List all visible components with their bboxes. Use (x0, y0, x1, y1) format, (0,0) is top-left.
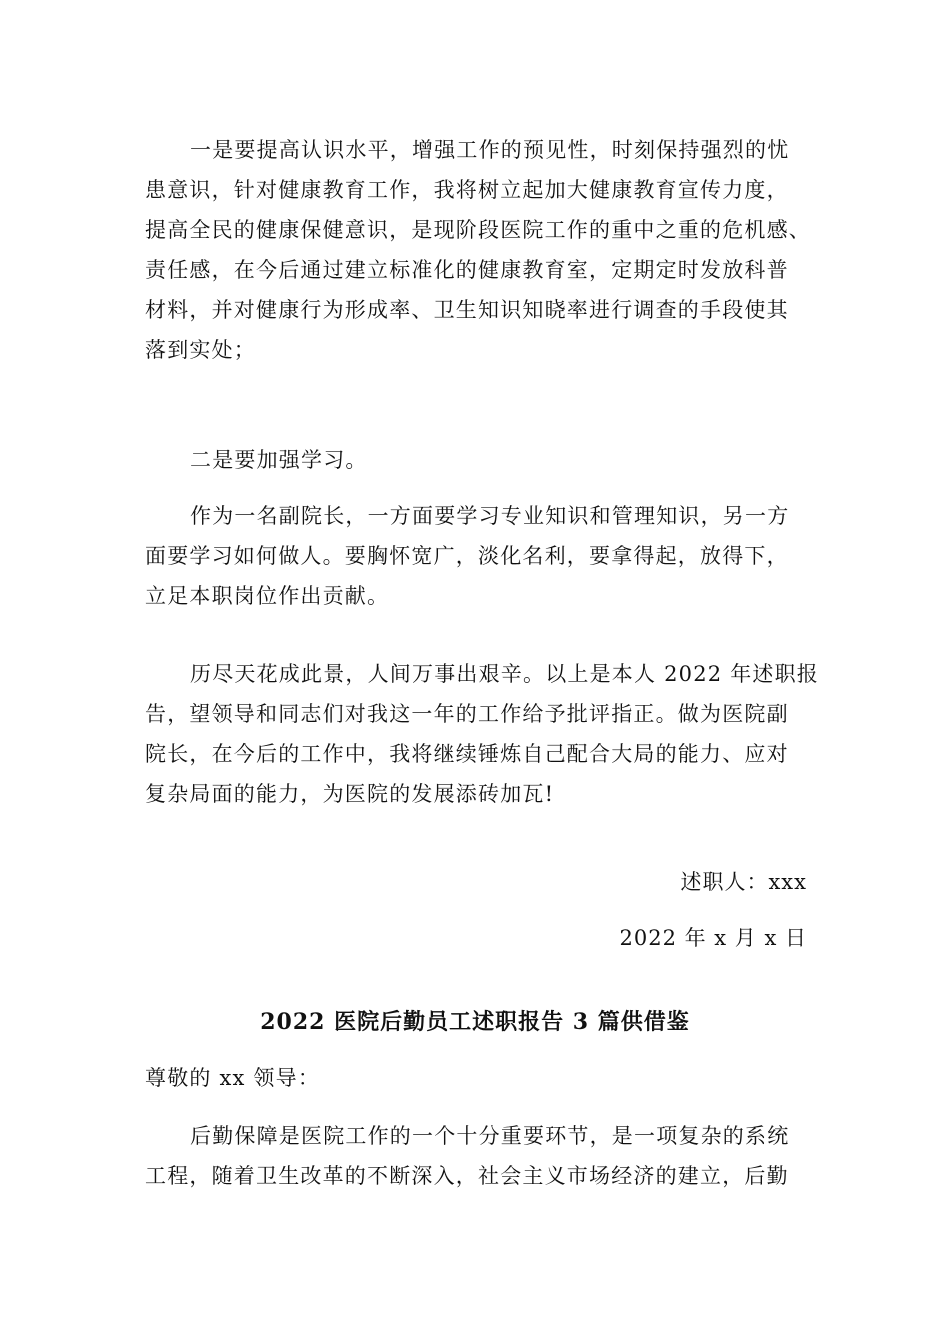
signature-name: 述职人：xxx (680, 870, 807, 894)
paragraph-2 (145, 440, 810, 480)
section-heading: 2022 医院后勤员工述职报告 3 篇供借鉴 (260, 1009, 690, 1035)
paragraph-line: 告，望领导和同志们对我这一年的工作给予批评指正。做为医院副 (145, 702, 789, 726)
signature-date: 2022 年 x 月 x 日 (619, 926, 807, 950)
paragraph-line: 患意识，针对健康教育工作，我将树立起加大健康教育宣传力度， (145, 178, 789, 202)
paragraph-line: 落到实处； (145, 338, 256, 362)
salutation (145, 1058, 810, 1098)
paragraph-4 (145, 654, 819, 814)
paragraph-line: 工程，随着卫生改革的不断深入，社会主义市场经济的建立，后勤 (145, 1164, 789, 1188)
paragraph-line: 责任感，在今后通过建立标准化的健康教育室，定期定时发放科普 (145, 258, 789, 282)
paragraph-line: 立足本职岗位作出贡献。 (145, 584, 390, 608)
paragraph-line: 提高全民的健康保健意识，是现阶段医院工作的重中之重的危机感、 (145, 218, 811, 242)
paragraph-line: 后勤保障是医院工作的一个十分重要环节，是一项复杂的系统 (190, 1124, 790, 1148)
paragraph-line: 院长，在今后的工作中，我将继续锤炼自己配合大局的能力、应对 (145, 742, 789, 766)
paragraph-5 (145, 1116, 810, 1196)
paragraph-line: 作为一名副院长，一方面要学习专业知识和管理知识，另一方 (190, 504, 790, 528)
paragraph-line: 二是要加强学习。 (190, 448, 368, 472)
salutation-text: 尊敬的 xx 领导： (145, 1066, 321, 1090)
paragraph-line: 历尽天花成此景，人间万事出艰辛。以上是本人 2022 年述职报 (190, 662, 819, 686)
paragraph-1 (145, 130, 810, 370)
paragraph-line: 复杂局面的能力，为医院的发展添砖加瓦! (145, 782, 555, 806)
paragraph-line: 面要学习如何做人。要胸怀宽广，淡化名利，要拿得起，放得下， (145, 544, 789, 568)
paragraph-line: 一是要提高认识水平，增强工作的预见性，时刻保持强烈的忧 (190, 138, 790, 162)
paragraph-line: 材料，并对健康行为形成率、卫生知识知晓率进行调查的手段使其 (145, 298, 789, 322)
paragraph-3 (145, 496, 810, 616)
